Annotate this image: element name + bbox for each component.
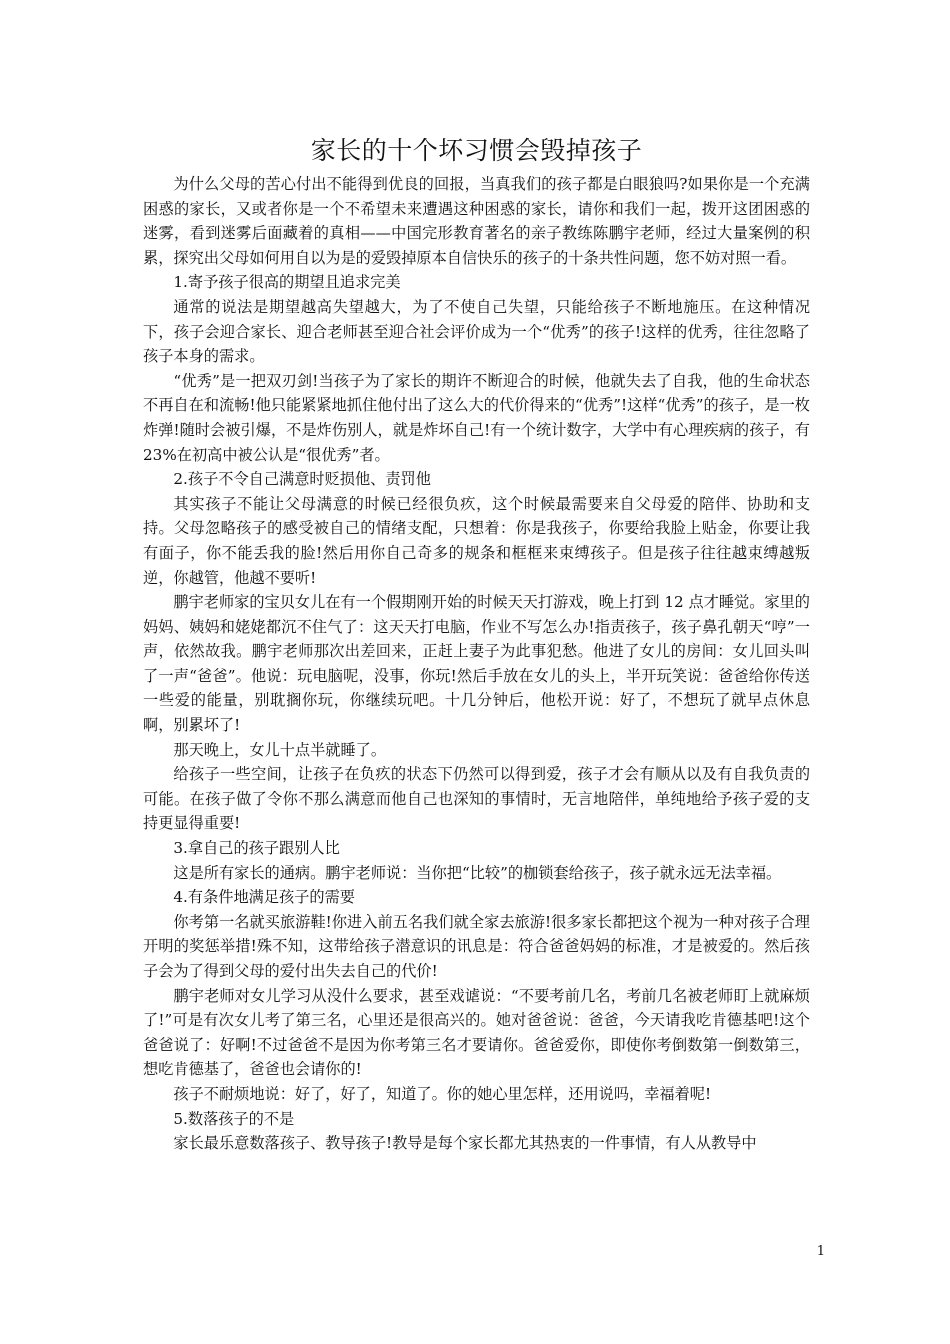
paragraph: 鹏宇老师对女儿学习从没什么要求，甚至戏谑说：“不要考前几名，考前几名被老师盯上就麻烦了!”可是有次女儿考了第三名，心里还是很高兴的。她对爸爸说：爸爸，今天请我吃肯德基吧!这个爸爸说了：好啊!不过爸爸不是因为你考第三名才要请你。爸爸爱你，即使你考倒数第一倒数第三，想吃肯德基了，爸爸也会请你的!: [143, 986, 810, 1079]
paragraph: 给孩子一些空间，让孩子在负疚的状态下仍然可以得到爱，孩子才会有顺从以及有自我负责的可能。在孩子做了令你不那么满意而他自己也深知的事情时，无言地陪伴，单纯地给予孩子爱的支持更显得重要!: [143, 765, 810, 833]
paragraph: 家长最乐意数落孩子、教导孩子!教导是每个家长都尤其热衷的一件事情，有人从教导中: [173, 1134, 757, 1153]
document-title: 家长的十个坏习惯会毁掉孩子: [310, 136, 643, 165]
paragraph: 这是所有家长的通病。鹏宇老师说：当你把“比较”的枷锁套给孩子，孩子就永远无法幸福。: [173, 863, 782, 882]
paragraph: 通常的说法是期望越高失望越大，为了不使自己失望，只能给孩子不断地施压。在这种情况下，孩子会迎合家长、迎合老师甚至迎合社会评价成为一个“优秀”的孩子!这样的优秀，往往忽略了孩子本身的需求。: [143, 297, 810, 366]
section-heading: 4.有条件地满足孩子的需要: [173, 888, 355, 907]
page-number: 1: [816, 1244, 825, 1259]
paragraph: 孩子不耐烦地说：好了，好了，知道了。你的她心里怎样，还用说吗，幸福着呢!: [173, 1084, 712, 1103]
section-heading: 2.孩子不令自己满意时贬损他、责罚他: [173, 470, 431, 489]
paragraph: 鹏宇老师家的宝贝女儿在有一个假期刚开始的时候天天打游戏，晚上打到 12 点才睡觉。家里的妈妈、姨妈和姥姥都沉不住气了：这天天打电脑，作业不写怎么办!指责孩子，孩子鼻孔朝天“哼”一声，依然故我。鹏宇老师那次出差回来，正赶上妻子为此事犯愁。他进了女儿的房间：女儿回头叫了一声“爸爸”。他说：玩电脑呢，没事，你玩!然后手放在女儿的头上，半开玩笑说：爸爸给你传送一些爱的能量，别耽搁你玩，你继续玩吧。十几分钟后，他松开说：好了，不想玩了就早点休息啊，别累坏了!: [143, 593, 810, 735]
section-heading: 1.寄予孩子很高的期望且追求完美: [173, 273, 401, 292]
document-body: [143, 134, 810, 1156]
section-heading: 5.数落孩子的不是: [173, 1109, 295, 1128]
paragraph: 你考第一名就买旅游鞋!你进入前五名我们就全家去旅游!很多家长都把这个视为一种对孩子合理开明的奖惩举措!殊不知，这带给孩子潜意识的讯息是：符合爸爸妈妈的标准，才是被爱的。然后孩子会为了得到父母的爱付出失去自己的代价!: [143, 912, 810, 980]
paragraph: 那天晚上，女儿十点半就睡了。: [173, 740, 387, 759]
section-heading: 3.拿自己的孩子跟别人比: [173, 839, 340, 858]
paragraph: “优秀”是一把双刃剑!当孩子为了家长的期许不断迎合的时候，他就失去了自我，他的生命状态不再自在和流畅!他只能紧紧地抓住他付出了这么大的代价得来的“优秀”!这样“优秀”的孩子，是一枚炸弹!随时会被引爆，不是炸伤别人，就是炸坏自己!有一个统计数字，大学中有心理疾病的孩子，有23%在初高中被公认是“很优秀”者。: [143, 371, 810, 464]
paragraph: 为什么父母的苦心付出不能得到优良的回报，当真我们的孩子都是白眼狼吗?如果你是一个充满困惑的家长，又或者你是一个不希望未来遭遇这种困惑的家长，请你和我们一起，拨开这团困惑的迷雾，看到迷雾后面藏着的真相——中国完形教育著名的亲子教练陈鹏宇老师，经过大量案例的积累，探究出父母如何用自以为是的爱毁掉原本自信快乐的孩子的十条共性问题，您不妨对照一看。: [143, 175, 810, 267]
paragraph: 其实孩子不能让父母满意的时候已经很负疚，这个时候最需要来自父母爱的陪伴、协助和支持。父母忽略孩子的感受被自己的情绪支配，只想着：你是我孩子，你要给我脸上贴金，你要让我有面子，你不能丢我的脸!然后用你自己奇多的规条和框框来束缚孩子。但是孩子往往越束缚越叛逆，你越管，他越不要听!: [143, 494, 810, 587]
document-text: [143, 172, 810, 1156]
